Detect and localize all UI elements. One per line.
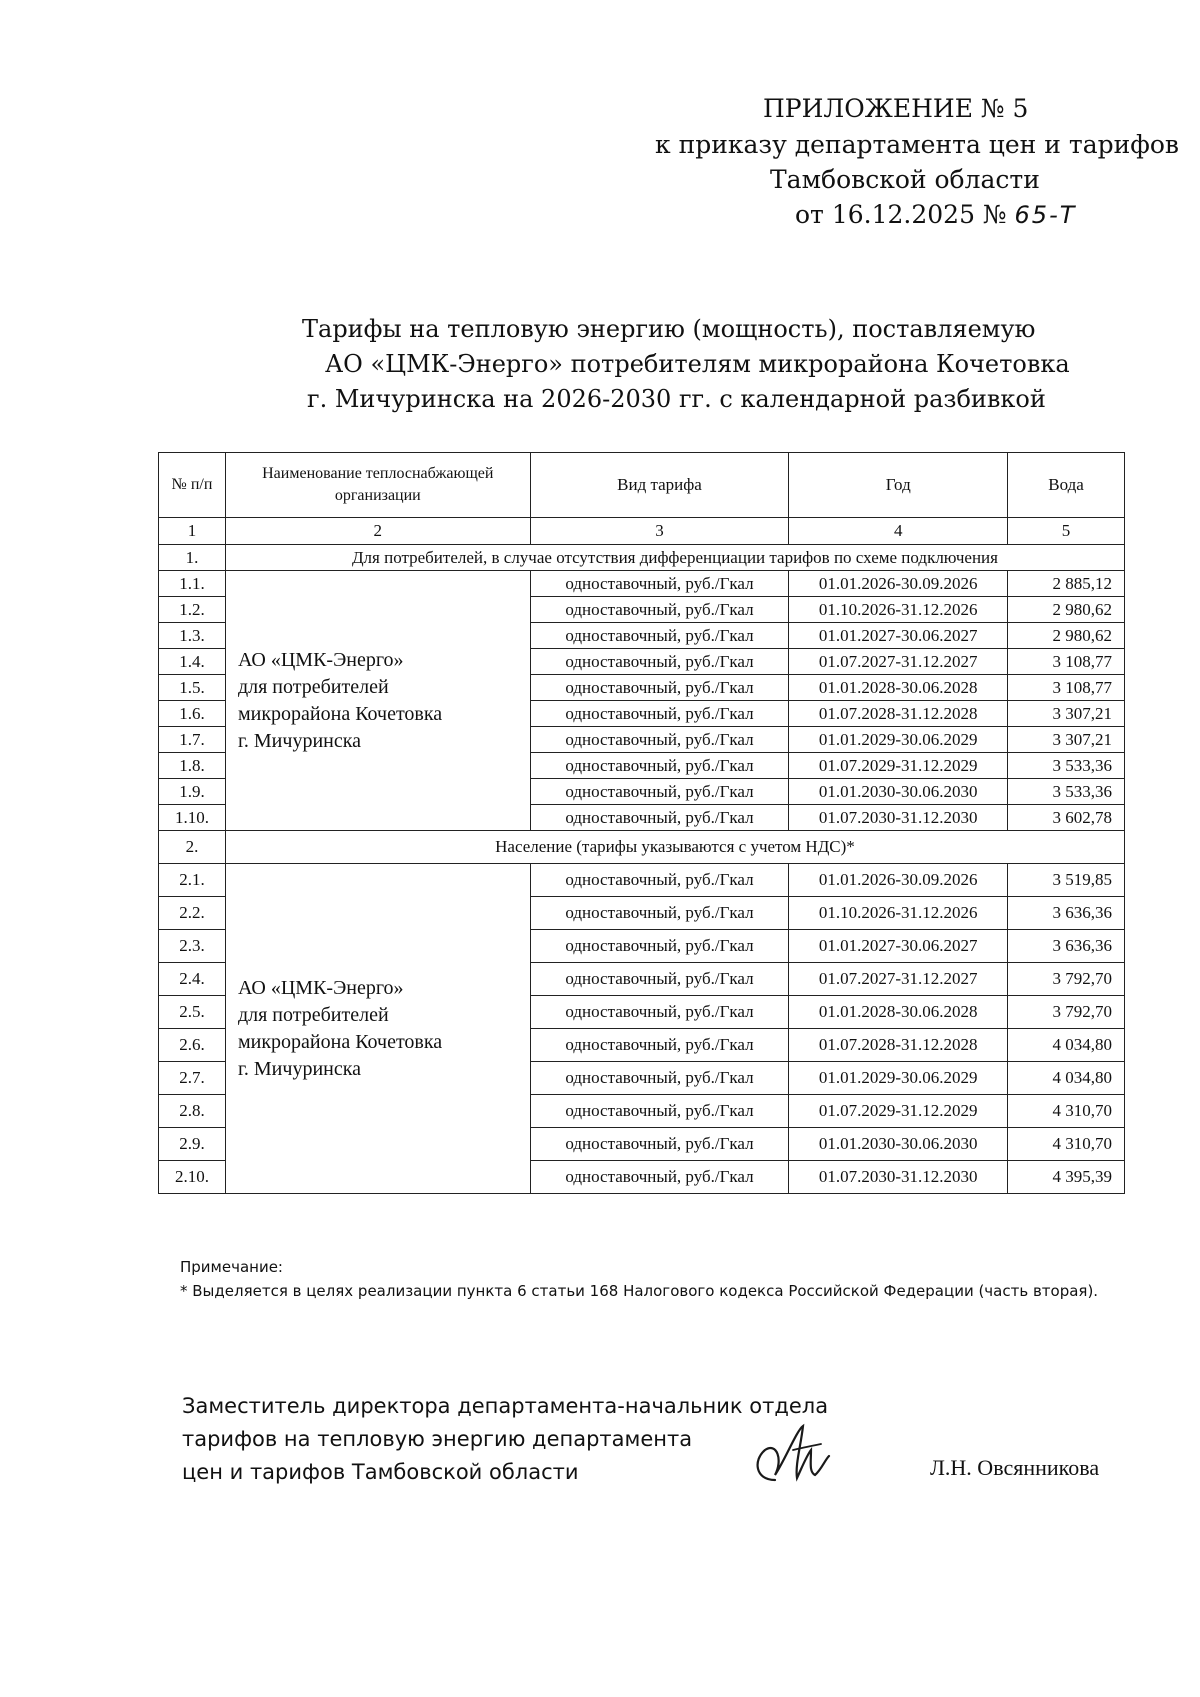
tariff-period: 01.07.2027-31.12.2027 <box>789 963 1008 996</box>
note-block <box>180 1255 1125 1303</box>
tariff-value: 4 034,80 <box>1008 1029 1125 1062</box>
header-row <box>159 453 1125 518</box>
tariff-table-body <box>159 453 1125 1194</box>
signer-name: Л.Н. Овсянникова <box>930 1455 1100 1480</box>
row-number: 2.8. <box>159 1095 226 1128</box>
tariff-type: одноставочный, руб./Гкал <box>530 805 789 831</box>
header-number: № п/п <box>159 453 226 518</box>
row-number: 1.1. <box>159 571 226 597</box>
row-number: 2.10. <box>159 1161 226 1194</box>
table-row <box>159 571 1125 597</box>
row-number: 2.6. <box>159 1029 226 1062</box>
organization-line: микрорайона Кочетовка <box>237 1030 443 1053</box>
tariff-period: 01.01.2027-30.06.2027 <box>789 623 1008 649</box>
tariff-period: 01.01.2029-30.06.2029 <box>789 727 1008 753</box>
tariff-period: 01.07.2027-31.12.2027 <box>789 649 1008 675</box>
tariff-period: 01.07.2029-31.12.2029 <box>789 753 1008 779</box>
tariff-type: одноставочный, руб./Гкал <box>530 675 789 701</box>
row-number: 1.7. <box>159 727 226 753</box>
header-water: Вода <box>1008 453 1125 518</box>
header-period: Год <box>789 453 1008 518</box>
tariff-value: 3 519,85 <box>1008 864 1125 897</box>
organization-name <box>225 571 530 831</box>
tariff-type: одноставочный, руб./Гкал <box>530 864 789 897</box>
column-number: 1 <box>159 518 226 545</box>
title-line-3: г. Мичуринска на 2026-2030 гг. с календарной разбивкой <box>307 385 1046 413</box>
note-text: * Выделяется в целях реализации пункта 6 статьи 168 Налогового кодекса Российской Федерации (часть вторая). <box>180 1282 1099 1300</box>
tariff-type: одноставочный, руб./Гкал <box>530 996 789 1029</box>
organization-line: АО «ЦМК-Энерго» <box>237 976 404 999</box>
row-number: 1.4. <box>159 649 226 675</box>
tariff-type: одноставочный, руб./Гкал <box>530 1029 789 1062</box>
tariff-period: 01.01.2027-30.06.2027 <box>789 930 1008 963</box>
tariff-period: 01.01.2030-30.06.2030 <box>789 1128 1008 1161</box>
row-number: 2.7. <box>159 1062 226 1095</box>
header-tariff-type: Вид тарифа <box>530 453 789 518</box>
tariff-value: 3 307,21 <box>1008 701 1125 727</box>
title-line-1: Тарифы на тепловую энергию (мощность), поставляемую <box>302 315 1036 343</box>
signer-position-1: Заместитель директора департамента-начальник отдела <box>182 1394 829 1418</box>
organization-line: микрорайона Кочетовка <box>237 702 443 725</box>
column-number: 3 <box>530 518 789 545</box>
tariff-period: 01.07.2028-31.12.2028 <box>789 701 1008 727</box>
organization-line: г. Мичуринска <box>237 1057 362 1080</box>
order-date-text: от 16.12.2025 № <box>795 200 1007 229</box>
tariff-period: 01.01.2030-30.06.2030 <box>789 779 1008 805</box>
tariff-value: 4 310,70 <box>1008 1128 1125 1161</box>
tariff-type: одноставочный, руб./Гкал <box>530 753 789 779</box>
appendix-title: ПРИЛОЖЕНИЕ № 5 <box>763 94 1029 123</box>
tariff-value: 4 034,80 <box>1008 1062 1125 1095</box>
row-number: 2.5. <box>159 996 226 1029</box>
organization-line: АО «ЦМК-Энерго» <box>237 648 404 671</box>
tariff-period: 01.01.2026-30.09.2026 <box>789 571 1008 597</box>
tariff-type: одноставочный, руб./Гкал <box>530 963 789 996</box>
tariff-value: 3 636,36 <box>1008 930 1125 963</box>
tariff-period: 01.07.2030-31.12.2030 <box>789 805 1008 831</box>
table-row <box>159 864 1125 897</box>
section-title: Население (тарифы указываются с учетом НДС)* <box>225 831 1124 864</box>
tariff-table <box>158 452 1125 1194</box>
tariff-type: одноставочный, руб./Гкал <box>530 649 789 675</box>
order-date <box>795 198 1076 232</box>
section-row <box>159 545 1125 571</box>
tariff-value: 4 310,70 <box>1008 1095 1125 1128</box>
column-number: 5 <box>1008 518 1125 545</box>
region-name: Тамбовской области <box>770 165 1040 194</box>
row-number: 1.9. <box>159 779 226 805</box>
tariff-period: 01.01.2029-30.06.2029 <box>789 1062 1008 1095</box>
note-label: Примечание: <box>180 1258 283 1276</box>
tariff-value: 3 307,21 <box>1008 727 1125 753</box>
tariff-type: одноставочный, руб./Гкал <box>530 727 789 753</box>
tariff-type: одноставочный, руб./Гкал <box>530 779 789 805</box>
tariff-period: 01.10.2026-31.12.2026 <box>789 897 1008 930</box>
tariff-period: 01.01.2028-30.06.2028 <box>789 675 1008 701</box>
tariff-period: 01.01.2028-30.06.2028 <box>789 996 1008 1029</box>
tariff-period: 01.07.2029-31.12.2029 <box>789 1095 1008 1128</box>
title-line-2: АО «ЦМК-Энерго» потребителям микрорайона Кочетовка <box>325 350 1070 378</box>
tariff-type: одноставочный, руб./Гкал <box>530 597 789 623</box>
row-number: 2.9. <box>159 1128 226 1161</box>
section-row <box>159 831 1125 864</box>
row-number: 2.4. <box>159 963 226 996</box>
signature-block <box>182 1390 828 1489</box>
tariff-period: 01.07.2028-31.12.2028 <box>789 1029 1008 1062</box>
tariff-value: 2 885,12 <box>1008 571 1125 597</box>
tariff-value: 3 533,36 <box>1008 753 1125 779</box>
organization-name <box>225 864 530 1194</box>
tariff-value: 3 108,77 <box>1008 675 1125 701</box>
row-number: 1.10. <box>159 805 226 831</box>
section-number: 1. <box>159 545 226 571</box>
tariff-value: 2 980,62 <box>1008 623 1125 649</box>
column-numbers-row <box>159 518 1125 545</box>
organization-line: для потребителей <box>237 1003 389 1026</box>
tariff-value: 3 602,78 <box>1008 805 1125 831</box>
row-number: 1.5. <box>159 675 226 701</box>
handwritten-signature <box>745 1420 855 1490</box>
tariff-period: 01.07.2030-31.12.2030 <box>789 1161 1008 1194</box>
organization-line: для потребителей <box>237 675 389 698</box>
row-number: 1.8. <box>159 753 226 779</box>
row-number: 2.1. <box>159 864 226 897</box>
row-number: 2.3. <box>159 930 226 963</box>
tariff-period: 01.01.2026-30.09.2026 <box>789 864 1008 897</box>
header-organization: Наименование теплоснабжающей организации <box>225 453 530 518</box>
column-number: 4 <box>789 518 1008 545</box>
section-number: 2. <box>159 831 226 864</box>
tariff-type: одноставочный, руб./Гкал <box>530 1128 789 1161</box>
tariff-type: одноставочный, руб./Гкал <box>530 1161 789 1194</box>
row-number: 2.2. <box>159 897 226 930</box>
tariff-value: 4 395,39 <box>1008 1161 1125 1194</box>
section-title: Для потребителей, в случае отсутствия дифференциации тарифов по схеме подключения <box>225 545 1124 571</box>
tariff-value: 3 792,70 <box>1008 963 1125 996</box>
tariff-period: 01.10.2026-31.12.2026 <box>789 597 1008 623</box>
tariff-value: 3 636,36 <box>1008 897 1125 930</box>
signer-position-3: цен и тарифов Тамбовской области <box>182 1460 579 1484</box>
tariff-type: одноставочный, руб./Гкал <box>530 701 789 727</box>
row-number: 1.6. <box>159 701 226 727</box>
tariff-value: 3 792,70 <box>1008 996 1125 1029</box>
tariff-value: 3 108,77 <box>1008 649 1125 675</box>
tariff-type: одноставочный, руб./Гкал <box>530 897 789 930</box>
organization-line: г. Мичуринска <box>237 729 362 752</box>
tariff-value: 2 980,62 <box>1008 597 1125 623</box>
column-number: 2 <box>225 518 530 545</box>
row-number: 1.2. <box>159 597 226 623</box>
tariff-type: одноставочный, руб./Гкал <box>530 623 789 649</box>
signer-position-2: тарифов на тепловую энергию департамента <box>182 1427 693 1451</box>
tariff-type: одноставочный, руб./Гкал <box>530 571 789 597</box>
tariff-type: одноставочный, руб./Гкал <box>530 1095 789 1128</box>
tariff-type: одноставочный, руб./Гкал <box>530 930 789 963</box>
order-reference: к приказу департамента цен и тарифов <box>655 130 1179 159</box>
tariff-type: одноставочный, руб./Гкал <box>530 1062 789 1095</box>
row-number: 1.3. <box>159 623 226 649</box>
handwritten-order-number: 65-Т <box>1014 201 1077 229</box>
tariff-value: 3 533,36 <box>1008 779 1125 805</box>
